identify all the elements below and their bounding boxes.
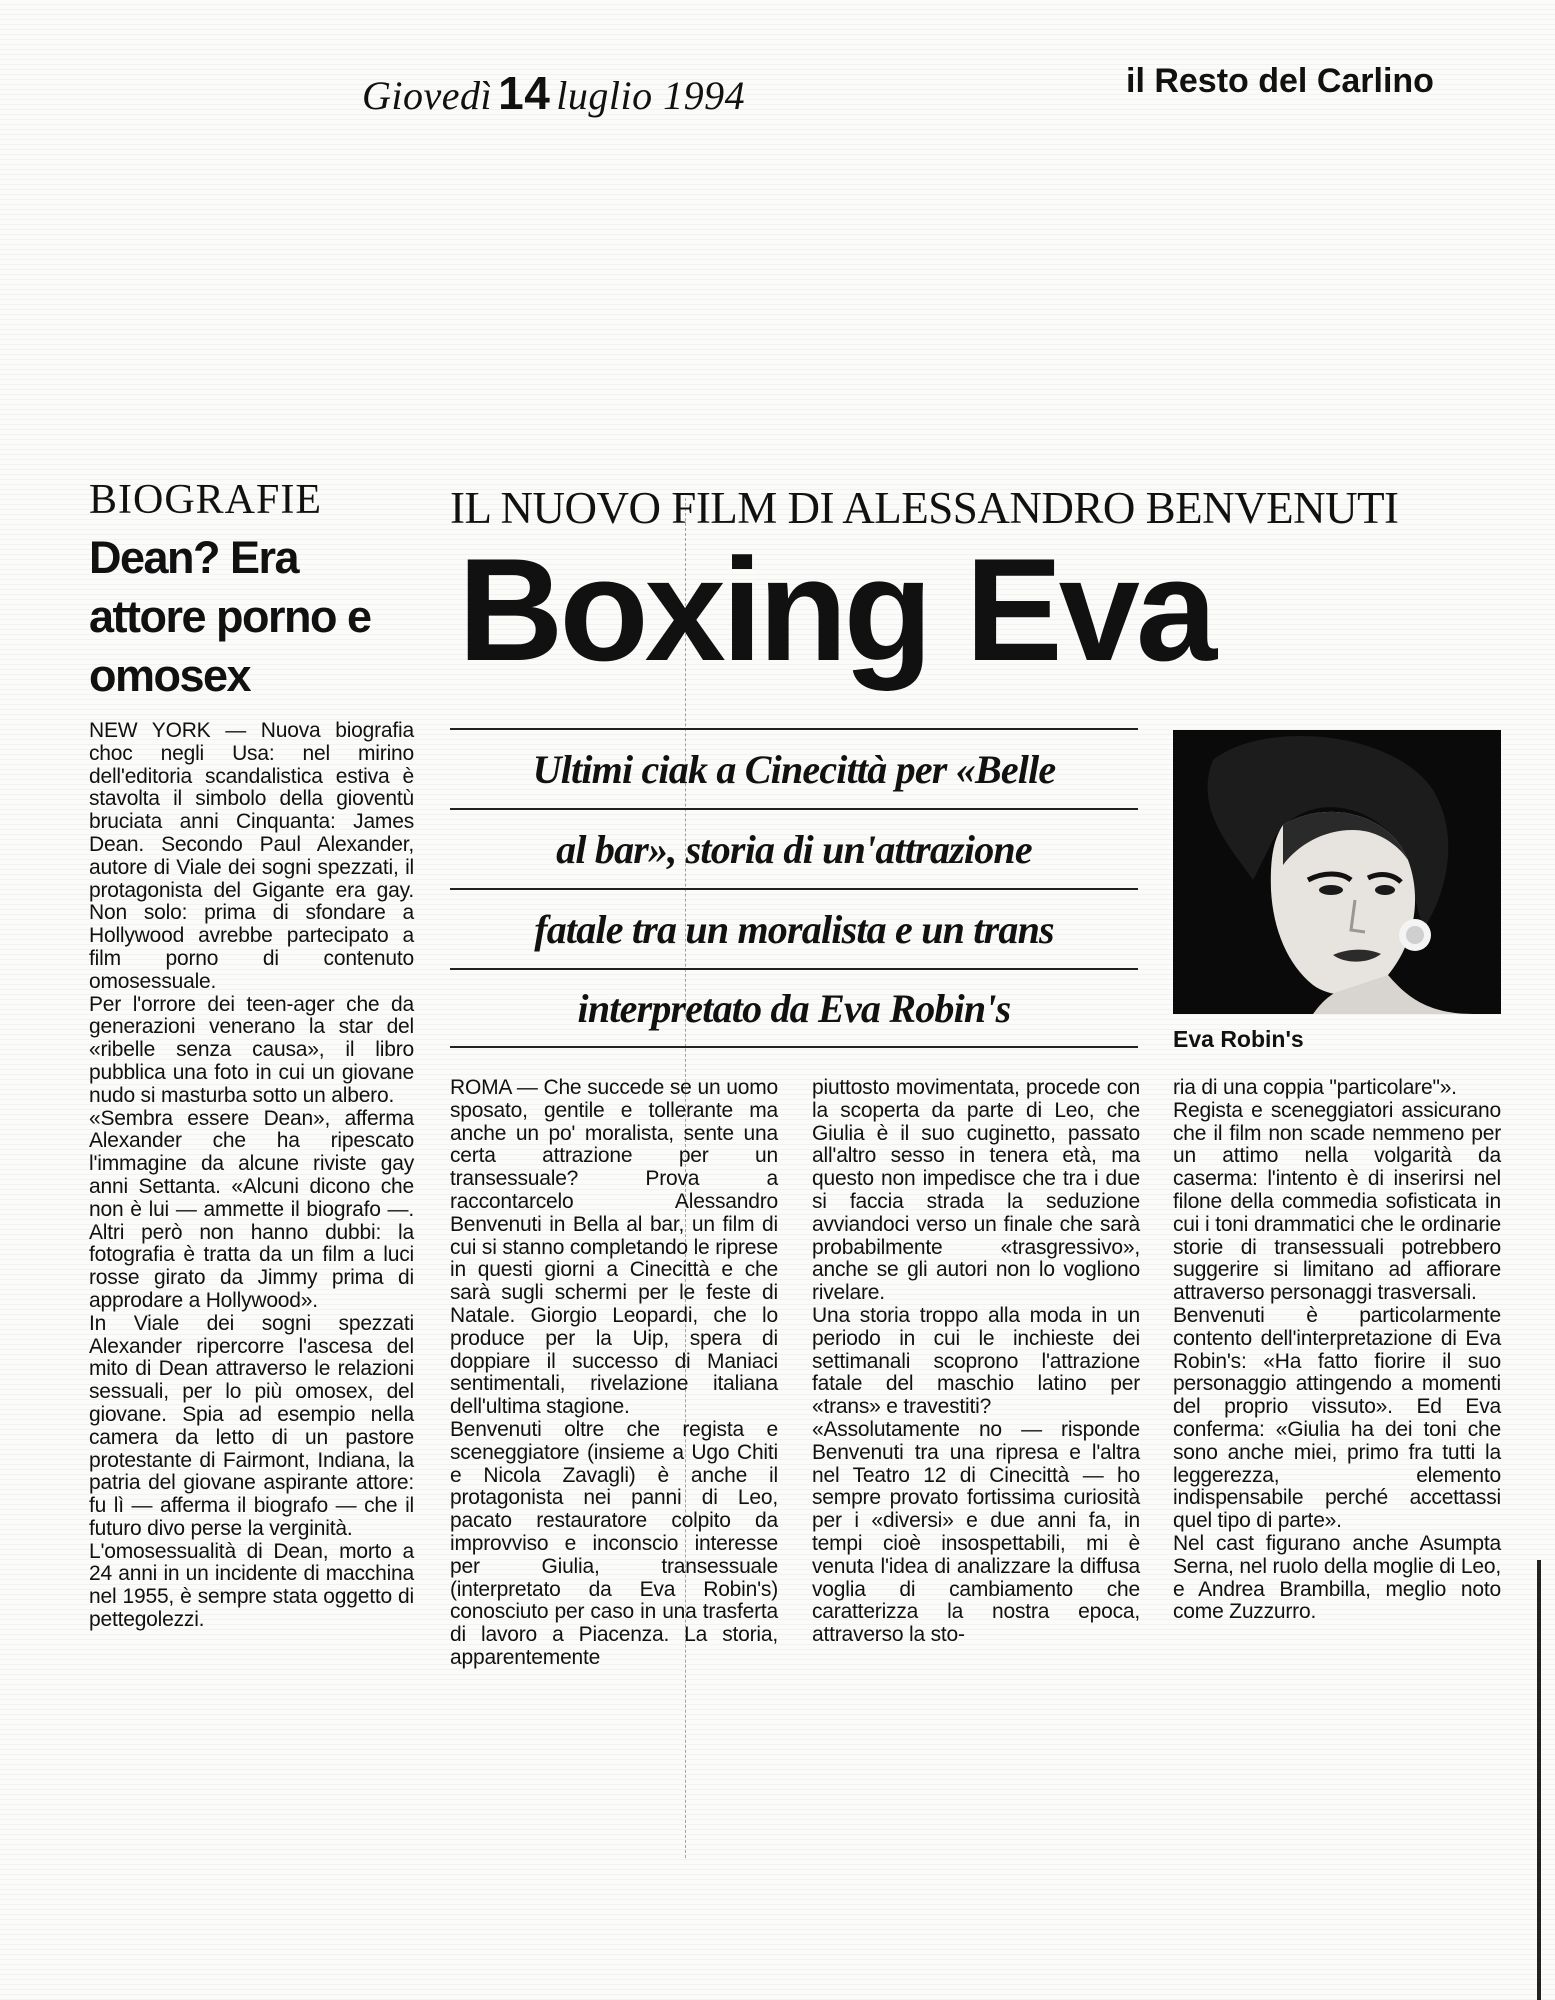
sidebar-paragraph: NEW YORK — Nuova biografia choc negli Usa: nel mirino dell'editoria scandalistica estiva è stavolta il simbolo della gioventù bruciata anni Cinquanta: James Dean. Secondo Paul Alexander, autore di Viale dei sogni spezzati, il protagonista del Gigante era gay. Non solo: prima di sfondare a Hollywood avrebbe partecipato a film porno di contenuto omosessuale. xyxy=(89,719,414,993)
date-weekday: Giovedì xyxy=(362,73,493,118)
sidebar-paragraph: In Viale dei sogni spezzati Alexander ripercorre l'ascesa del mito di Dean attraverso le relazioni sessuali, per lo più omosex, del giovane. Spia ad esempio nella camera da letto di un pastore protestante di Fairmont, Indiana, la patria del giovane aspirante attore: fu lì — afferma il biografo — che il futuro divo perse la verginità. xyxy=(89,1311,414,1540)
sidebar-headline: Dean? Era attore porno e omosex xyxy=(89,532,371,701)
publication-date xyxy=(362,66,745,120)
sidebar-paragraph: L'omosessualità di Dean, morto a 24 anni in un incidente di macchina nel 1955, è sempre stata oggetto di pettegolezzi. xyxy=(89,1539,414,1632)
main-deck xyxy=(450,728,1138,1048)
deck-line: Ultimi ciak a Cinecittà per «Belle xyxy=(450,728,1138,808)
sidebar-paragraph: Per l'orrore dei teen-ager che da generazioni venerano la star del «ribelle senza causa», il libro pubblica una foto in cui un giovane nudo si masturba sotto un albero. xyxy=(89,992,414,1107)
sidebar-article-body xyxy=(89,720,414,1632)
main-article-column-3 xyxy=(1173,1077,1501,1624)
portrait-photo xyxy=(1173,730,1501,1014)
main-article-column-2 xyxy=(812,1077,1140,1647)
main-article-column-1 xyxy=(450,1077,778,1670)
photo-caption: Eva Robin's xyxy=(1173,1026,1304,1052)
section-kicker: BIOGRAFIE xyxy=(89,477,323,523)
article-paragraph: ROMA — Che succede se un uomo sposato, gentile e tollerante ma anche un po' moralista, sente una certa attrazione per un transessuale? Prova a raccontarcelo Alessandro Benvenuti in Bella al bar, un film di cui si stanno completando le riprese in questi giorni a Cinecittà e che sarà sugli schermi per le feste di Natale. Giorgio Leopardi, che lo produce per la Uip, spera di doppiare il successo di Maniaci sentimentali, rivelazione italiana dell'ultima stagione. xyxy=(450,1076,778,1419)
article-paragraph: Benvenuti oltre che regista e sceneggiatore (insieme a Ugo Chiti e Nicola Zavagli) è anche il protagonista nei panni di Leo, pacato restauratore colpito da improvviso e inconscio interesse per Giulia, transessuale (interpretato da Eva Robin's) conosciuto per caso in una trasferta di lavoro a Piacenza. La storia, apparentemente xyxy=(450,1417,778,1669)
portrait-image xyxy=(1173,730,1501,1014)
sidebar-paragraph: «Sembra essere Dean», afferma Alexander che ha ripescato l'immagine da alcune riviste gay anni Settanta. «Alcuni dicono che non è lui — ammette il biografo —. Altri però non hanno dubbi: la fotografia è tratta da un film a luci rosse girato da Jimmy prima di approdare a Hollywood». xyxy=(89,1106,414,1312)
article-paragraph: Nel cast figurano anche Asumpta Serna, nel ruolo della moglie di Leo, e Andrea Brambilla, meglio noto come Zuzzurro. xyxy=(1173,1531,1501,1624)
article-paragraph: Regista e sceneggiatori assicurano che il film non scade nemmeno per un attimo nella volgarità da caserma: l'intento è di inserirsi nel filone della commedia sofisticata in cui i toni drammatici che le ordinarie storie di transessuali potrebbero suggerire si limitano ad affiorare attraverso personaggi trasversali. xyxy=(1173,1098,1501,1305)
article-paragraph: «Assolutamente no — risponde Benvenuti tra una ripresa e l'altra nel Teatro 12 di Cinecittà — ho sempre provato fortissima curiosità per i «diversi» e due anni fa, in tempi cioè insospettabili, mi è venuta l'idea di analizzare la diffusa voglia di cambiamento che caratterizza la nostra epoca, attraverso la sto- xyxy=(812,1417,1140,1647)
article-paragraph: Una storia troppo alla moda in un periodo in cui le inchieste dei settimanali scoprono l'attrazione fatale del maschio latino per «trans» e travestiti? xyxy=(812,1303,1140,1419)
article-paragraph: Benvenuti è particolarmente contento dell'interpretazione di Eva Robin's: «Ha fatto fiorire il suo personaggio attingendo a momenti del proprio vissuto». Ed Eva conferma: «Giulia ha dei toni che sono anche miei, primo fra tutti la leggerezza, elemento indispensabile perché accettassi quel tipo di parte». xyxy=(1173,1303,1501,1533)
date-month-year: luglio 1994 xyxy=(556,73,746,118)
article-paragraph: ria di una coppia "particolare"». xyxy=(1173,1076,1457,1099)
article-paragraph: piuttosto movimentata, procede con la scoperta da parte di Leo, che Giulia è il suo cuginetto, passato all'altro sesso in tenera età, ma questo non impedisce che tra i due si faccia strada la seduzione avviandoci verso un finale che sarà probabilmente «trasgressivo», anche se gli autori non lo vogliono rivelare. xyxy=(812,1076,1140,1305)
date-day: 14 xyxy=(498,67,551,119)
deck-line: al bar», storia di un'attrazione xyxy=(450,808,1138,888)
newspaper-name: il Resto del Carlino xyxy=(1126,62,1434,100)
deck-line: interpretato da Eva Robin's xyxy=(450,968,1138,1048)
main-headline: Boxing Eva xyxy=(458,528,1214,691)
deck-line: fatale tra un moralista e un trans xyxy=(450,888,1138,968)
scan-border-line xyxy=(1537,1560,1541,2000)
main-overline: IL NUOVO FILM DI ALESSANDRO BENVENUTI xyxy=(450,483,1399,533)
